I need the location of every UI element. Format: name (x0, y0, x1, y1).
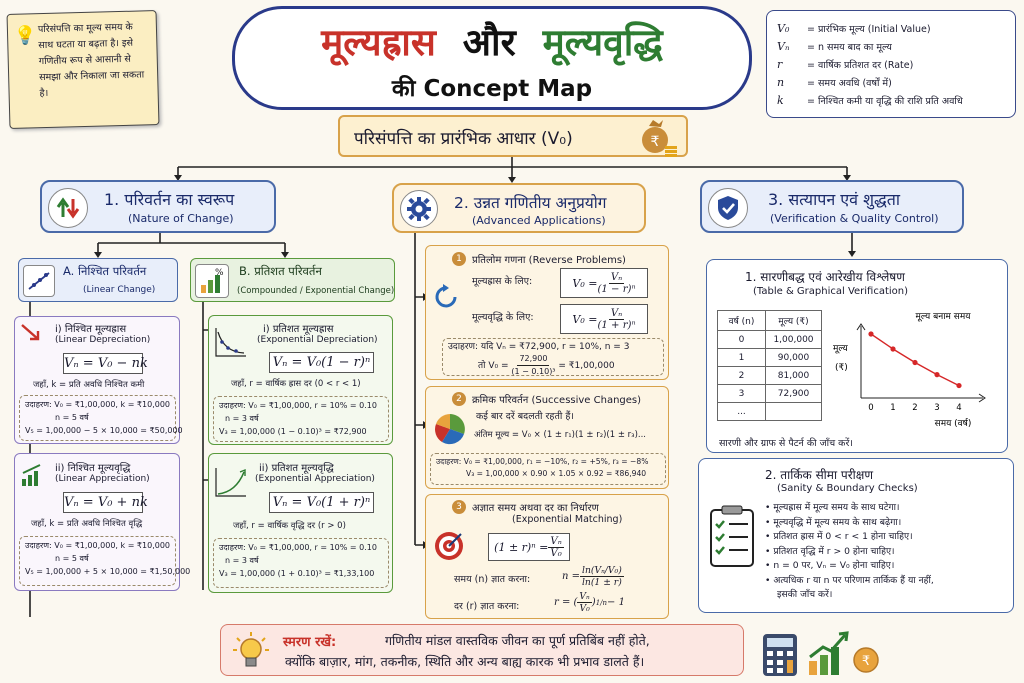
section3-title: 3. सत्यापन एवं शुद्धता (768, 190, 901, 209)
svg-text:%: % (215, 268, 224, 278)
table-row (718, 331, 822, 349)
exponential-appreciation-where: जहाँ, r = वार्षिक वृद्धि दर (r > 0) (233, 521, 346, 531)
table-header-value: मूल्य (₹) (766, 311, 822, 331)
sanity-checks-title: 2. तार्किक सीमा परीक्षण (765, 468, 873, 482)
reverse-depreciation-formula: V₀ = $\frac{\text{Vₙ}}{\text{(1 − r)ⁿ}}$ (560, 268, 648, 298)
check-item: • प्रतिशत ह्रास में 0 < r < 1 होना चाहिए। (765, 531, 913, 542)
reminder-footer (220, 624, 744, 676)
example-result: = ₹1,00,000 (558, 361, 615, 371)
unknown-time-rate-card (425, 494, 669, 619)
find-rate-formula: r = ( $\frac{\text{Vₙ}}{\text{V₀}}$ ) 1/n − 1 (554, 591, 625, 614)
svg-text:₹: ₹ (861, 654, 871, 669)
title-and: और (462, 21, 516, 64)
reverse-problems-title: प्रतिलोम गणना (Reverse Problems) (472, 255, 626, 266)
exponential-appreciation-formula: Vₙ = V₀(1 + r)ⁿ (269, 492, 374, 513)
intro-note-text: परिसंपत्ति का मूल्य समय के साथ घटता या बढ़ता है। इसे गणितीय रूप से आसानी से समझा और निकाला जा सकता है। (37, 21, 145, 100)
linear-appreciation-example (19, 536, 191, 586)
example-line: उदाहरण: V₀ = ₹1,00,000, r₁ = −10%, r₂ = +5%, r₃ = −8% (436, 457, 649, 466)
exponential-depreciation-card (208, 315, 393, 445)
data-point (934, 372, 939, 377)
check-item: • मूल्यह्रास में मूल्य समय के साथ घटेगा। (765, 502, 900, 513)
example-denominator: (1 − 0.10)³ (511, 367, 556, 376)
table-row (718, 385, 822, 403)
reverse-problems-example (442, 338, 664, 376)
bar-percent-icon (195, 264, 229, 298)
money-bag-icon (632, 117, 682, 159)
example-line: n = 3 वर्ष (225, 414, 259, 423)
linear-appreciation-card (14, 453, 191, 591)
number-badge: 2 (452, 392, 466, 406)
down-trend-icon (19, 321, 43, 345)
percentage-change-header (190, 258, 395, 302)
legend-symbol: k (777, 93, 784, 107)
legend-description: = प्रारंभिक मूल्य (Initial Value) (807, 23, 931, 35)
table-graph-subtitle: (Table & Graphical Verification) (753, 286, 909, 297)
exponential-depreciation-example (213, 396, 389, 442)
table-cell: 81,000 (766, 367, 822, 385)
legend-symbol: r (777, 57, 783, 71)
linear-appreciation-formula: Vₙ = V₀ + nk (63, 492, 143, 513)
exponential-appreciation-title: ii) प्रतिशत मूल्यवृद्धि (259, 463, 334, 474)
example-numerator: 72,900 (517, 353, 549, 366)
legend-description: = n समय बाद का मूल्य (807, 41, 892, 53)
example-line: V₅ = 1,00,000 + 5 × 10,000 = ₹1,50,000 (25, 567, 191, 576)
table-cell (766, 403, 822, 421)
lightbulb-icon (231, 631, 271, 671)
check-item: • n = 0 पर, Vₙ = V₀ होना चाहिए। (765, 560, 895, 571)
linear-depreciation-card (14, 316, 183, 444)
legend-row (777, 91, 963, 109)
reverse-problems-card (425, 245, 669, 380)
example-line: V₃ = 1,00,000 (1 − 0.10)³ = ₹72,900 (219, 427, 367, 436)
linear-depreciation-formula: Vₙ = V₀ − nk (63, 353, 143, 374)
example-line: उदाहरण: V₀ = ₹1,00,000, k = ₹10,000 (25, 400, 171, 409)
sanity-checks-card (698, 458, 1014, 613)
table-graph-card (706, 259, 1008, 453)
calculator-icon (760, 632, 800, 678)
section3-header (700, 180, 964, 233)
example-line: n = 5 वर्ष (55, 413, 89, 422)
example-line: उदाहरण: V₀ = ₹1,00,000, r = 10% = 0.10 (219, 543, 377, 552)
unknown-time-rate-title: अज्ञात समय अथवा दर का निर्धारण (472, 503, 599, 514)
value-time-chart (833, 306, 1003, 434)
data-point (956, 383, 961, 388)
x-tick-label: 2 (912, 403, 918, 413)
legend-description: = वार्षिक प्रतिशत दर (Rate) (807, 59, 914, 71)
linear-appreciation-title: ii) निश्चित मूल्यवृद्धि (55, 463, 131, 474)
successive-changes-card (425, 386, 669, 489)
legend-symbol: Vₙ (777, 39, 790, 53)
table-cell: 1,00,000 (766, 331, 822, 349)
example-label: उदाहरण: (448, 342, 479, 352)
title-subtitle: की Concept Map (391, 76, 593, 102)
check-item: • मूल्यवृद्धि में मूल्य समय के साथ बढ़ेगा। (765, 516, 902, 528)
legend-row (777, 55, 963, 73)
decay-curve-icon (213, 324, 249, 360)
check-item: • अत्यधिक r या n पर परिणाम तार्किक हैं या नहीं, (765, 574, 934, 586)
successive-changes-line1: कई बार दरें बदलती रहती हैं। (476, 411, 574, 422)
sanity-checks-subtitle: (Sanity & Boundary Checks) (777, 483, 918, 494)
up-bars-icon (19, 462, 45, 488)
clipboard-checklist-icon (707, 503, 757, 569)
x-tick-label: 0 (868, 403, 874, 413)
successive-changes-example (430, 453, 666, 485)
linear-depreciation-example (19, 395, 183, 441)
table-cell: 1 (718, 349, 766, 367)
growth-curve-icon (213, 464, 249, 500)
table-header-year: वर्ष (n) (718, 311, 766, 331)
percentage-change-title: B. प्रतिशत परिवर्तन (239, 264, 322, 278)
table-cell: 2 (718, 367, 766, 385)
table-graph-title: 1. सारणीबद्ध एवं आरेखीय विश्लेषण (745, 270, 905, 284)
check-item: • प्रतिशत वृद्धि में r > 0 होना चाहिए। (765, 545, 895, 557)
find-time-formula: n = $\frac{\text{ln(Vₙ/V₀)}}{\ln(1 \pm r)}$ (562, 565, 622, 588)
linear-depreciation-title: i) निश्चित मूल्यह्रास (55, 324, 127, 335)
table-row (718, 367, 822, 385)
title-cloud (232, 6, 752, 110)
legend-description: = निश्चित कमी या वृद्धि की राशि प्रति अवधि (807, 95, 963, 107)
find-time-label: समय (n) ज्ञात करना: (454, 574, 531, 585)
reverse-depreciation-label: मूल्यह्रास के लिए: (472, 276, 533, 287)
root-label: परिसंपत्ति का प्रारंभिक आधार (V₀) (354, 129, 573, 149)
table-row (718, 403, 822, 421)
section1-subtitle: (Nature of Change) (128, 212, 234, 225)
rotate-arrow-icon (432, 282, 462, 312)
table-cell: 0 (718, 331, 766, 349)
value-table (717, 310, 822, 421)
successive-changes-formula: अंतिम मूल्य = V₀ × (1 ± r₁)(1 ± r₂)(1 ± r₃)... (474, 430, 647, 440)
section1-title: 1. परिवर्तन का स्वरूप (104, 190, 235, 209)
example-line: V₅ = 1,00,000 − 5 × 10,000 = ₹50,000 (25, 426, 183, 435)
lightbulb-icon: 💡 (13, 24, 37, 47)
table-cell: ... (718, 403, 766, 421)
exponential-appreciation-example (213, 538, 389, 588)
example-line: n = 3 वर्ष (225, 556, 259, 565)
intro-note (7, 10, 160, 129)
exponential-depreciation-where: जहाँ, r = वार्षिक ह्रास दर (0 < r < 1) (231, 379, 361, 389)
linear-change-header (18, 258, 178, 302)
root-node (338, 115, 688, 157)
successive-changes-title: क्रमिक परिवर्तन (Successive Changes) (472, 395, 642, 406)
section2-title: 2. उन्नत गणितीय अनुप्रयोग (454, 194, 607, 212)
section2-subtitle: (Advanced Applications) (472, 214, 606, 227)
table-cell: 72,900 (766, 385, 822, 403)
example-line: उदाहरण: V₀ = ₹1,00,000, k = ₹10,000 (25, 541, 171, 550)
linear-appreciation-subtitle: (Linear Appreciation) (55, 474, 150, 484)
line-graph-icon (23, 265, 55, 297)
section1-header (40, 180, 276, 233)
legend-description: = समय अवधि (वर्षों में) (807, 77, 892, 89)
reminder-line2: क्योंकि बाज़ार, मांग, तकनीक, स्थिति और अन्य बाह्य कारक भी प्रभाव डालते हैं। (285, 654, 645, 669)
x-tick-label: 1 (890, 403, 896, 413)
exponential-depreciation-subtitle: (Exponential Depreciation) (257, 335, 378, 345)
example-line: V₃ = 1,00,000 × 0.90 × 1.05 × 0.92 = ₹86,940 (466, 469, 647, 478)
symbol-legend (766, 10, 1016, 118)
linear-depreciation-where: जहाँ, k = प्रति अवधि निश्चित कमी (33, 380, 145, 390)
chart-title: मूल्य बनाम समय (915, 312, 971, 322)
linear-change-title: A. निश्चित परिवर्तन (63, 264, 147, 278)
section2-header (392, 183, 646, 233)
rupee-coin-icon (852, 646, 880, 674)
sanity-checks-list (765, 501, 934, 603)
check-item: इसकी जाँच करें। (777, 589, 833, 600)
number-badge: 1 (452, 252, 466, 266)
linear-appreciation-where: जहाँ, k = प्रति अवधि निश्चित वृद्धि (31, 519, 143, 529)
table-graph-caption: सारणी और ग्राफ से पैटर्न की जाँच करें। (719, 438, 853, 449)
svg-text:₹: ₹ (650, 134, 660, 150)
legend-symbol: V₀ (777, 21, 790, 35)
legend-row (777, 37, 963, 55)
exponential-matching-formula: (1 ± r)ⁿ = $\frac{\text{Vₙ}}{\text{V₀}}$ (488, 533, 570, 561)
example-line: n = 5 वर्ष (55, 554, 89, 563)
target-icon (432, 529, 466, 563)
pie-chart-icon (432, 411, 468, 447)
number-badge: 3 (452, 500, 466, 514)
exponential-depreciation-formula: Vₙ = V₀(1 − r)ⁿ (269, 352, 374, 373)
growth-chart-icon (806, 628, 852, 678)
percentage-change-subtitle: (Compounded / Exponential Change) (237, 286, 395, 296)
exponential-appreciation-subtitle: (Exponential Appreciation) (255, 474, 375, 484)
reverse-appreciation-label: मूल्यवृद्धि के लिए: (472, 312, 534, 323)
section3-subtitle: (Verification & Quality Control) (770, 212, 939, 225)
linear-change-subtitle: (Linear Change) (83, 285, 156, 295)
example-line: V₃ = 1,00,000 (1 + 0.10)³ = ₹1,33,100 (219, 569, 375, 578)
exponential-depreciation-title: i) प्रतिशत मूल्यह्रास (263, 324, 334, 335)
x-tick-label: 3 (934, 403, 940, 413)
find-rate-label: दर (r) ज्ञात करना: (454, 601, 520, 612)
chart-xlabel: समय (वर्ष) (934, 419, 972, 429)
legend-row (777, 73, 963, 91)
unknown-time-rate-subtitle: (Exponential Matching) (512, 514, 623, 525)
x-tick-label: 4 (956, 403, 962, 413)
title-depreciation: मूल्यह्रास (321, 21, 436, 64)
reminder-line1: गणितीय मांडल वास्तविक जीवन का पूर्ण प्रतिबिंब नहीं होते, (385, 633, 650, 648)
legend-symbol: n (777, 75, 785, 89)
table-row (718, 349, 822, 367)
reminder-label: स्मरण रखें: (283, 635, 337, 650)
data-point (912, 360, 917, 365)
exponential-appreciation-card (208, 453, 393, 593)
up-down-arrows-icon (48, 188, 88, 228)
table-cell: 90,000 (766, 349, 822, 367)
chart-ylabel: मूल्य (833, 344, 848, 354)
table-cell: 3 (718, 385, 766, 403)
series-line (871, 334, 959, 386)
legend-row (777, 19, 963, 37)
title-appreciation: मूल्यवृद्धि (542, 21, 663, 64)
chart-ylabel-unit: (₹) (835, 363, 848, 373)
gear-icon (400, 190, 438, 228)
reverse-appreciation-formula: V₀ = $\frac{\text{Vₙ}}{\text{(1 + r)ⁿ}}$ (560, 304, 648, 334)
data-point (890, 346, 895, 351)
example-line: यदि Vₙ = ₹72,900, r = 10%, n = 3 (480, 342, 630, 352)
example-line: उदाहरण: V₀ = ₹1,00,000, r = 10% = 0.10 (219, 401, 377, 410)
example-line: तो V₀ = (478, 361, 509, 371)
data-point (868, 331, 873, 336)
linear-depreciation-subtitle: (Linear Depreciation) (55, 335, 151, 345)
shield-check-icon (708, 188, 748, 228)
